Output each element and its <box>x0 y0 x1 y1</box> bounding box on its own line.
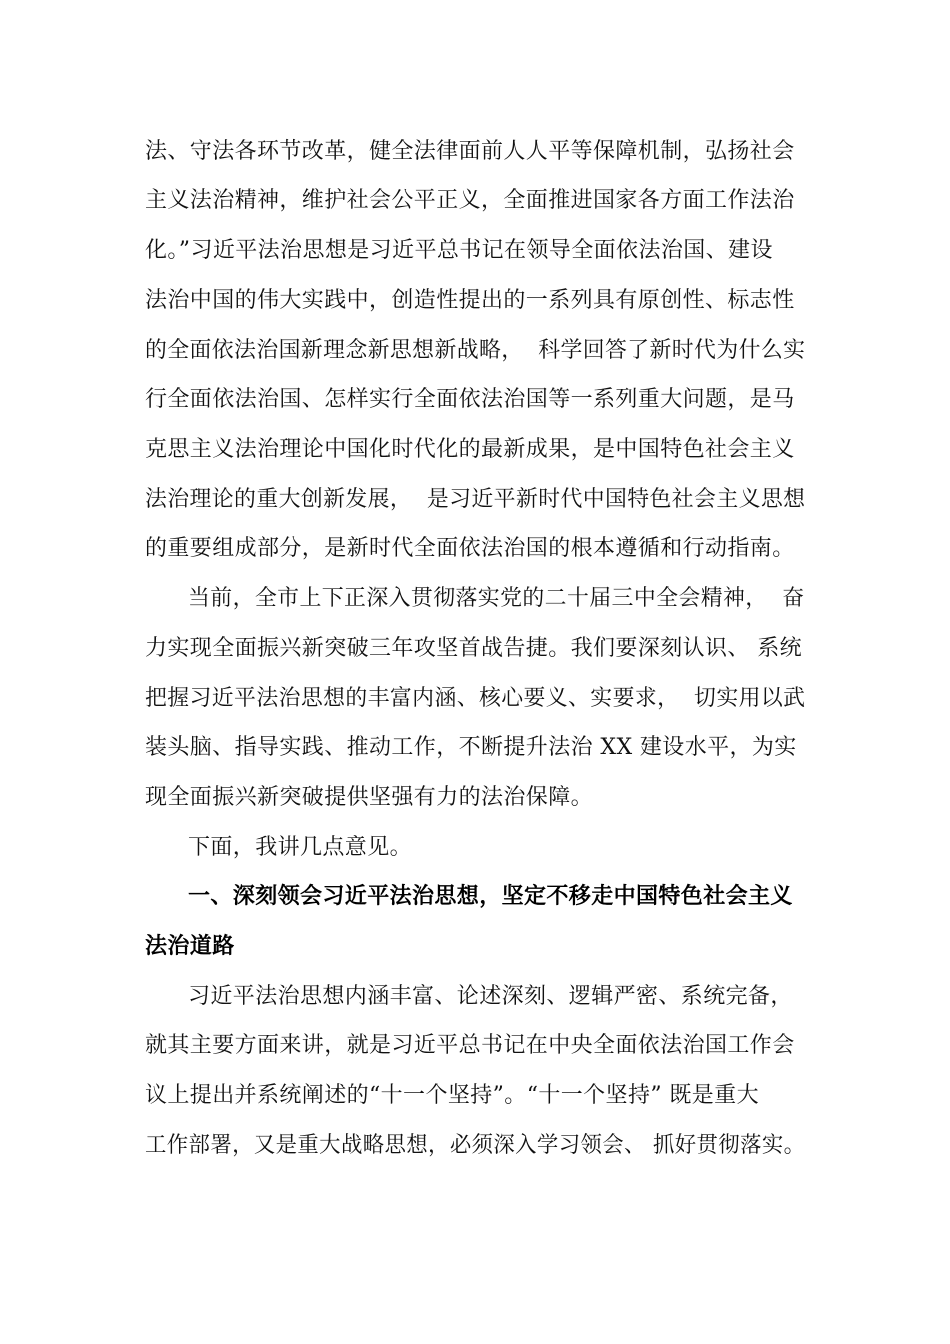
body-text-line: 行全面依法治国、怎样实行全面依法治国等一系列重大问题，是马 <box>145 387 795 412</box>
paragraph-first-line: 习近平法治思想内涵丰富、论述深刻、逻辑严密、系统完备， <box>188 984 793 1009</box>
body-text-line: 主义法治精神，维护社会公平正义，全面推进国家各方面工作法治 <box>145 188 795 213</box>
body-text-line: 法治理论的重大创新发展， 是习近平新时代中国特色社会主义思想 <box>145 487 806 512</box>
body-text-line: 议上提出并系统阐述的“十一个坚持”。“十一个坚持” 既是重大 <box>145 1083 759 1108</box>
section-heading-continuation: 法治道路 <box>145 934 235 959</box>
body-text-line: 装头脑、指导实践、推动工作，不断提升法治 XX 建设水平，为实 <box>145 735 797 760</box>
body-text-line: 法治中国的伟大实践中，创造性提出的一系列具有原创性、标志性 <box>145 288 795 313</box>
paragraph-first-line: 当前，全市上下正深入贯彻落实党的二十届三中全会精神， 奋 <box>188 586 805 611</box>
body-text-line: 就其主要方面来讲，就是习近平总书记在中央全面依法治国工作会 <box>145 1033 795 1058</box>
body-text-line: 化。”习近平法治思想是习近平总书记在领导全面依法治国、建设 <box>145 238 773 263</box>
section-heading: 一、深刻领会习近平法治思想，坚定不移走中国特色社会主义 <box>188 884 793 909</box>
paragraph-first-line: 下面，我讲几点意见。 <box>188 835 413 860</box>
body-text-line: 工作部署，又是重大战略思想，必须深入学习领会、 抓好贯彻落实。 <box>145 1133 806 1158</box>
body-text-line: 力实现全面振兴新突破三年攻坚首战告捷。我们要深刻认识、 系统 <box>145 636 802 661</box>
body-text-line: 的重要组成部分，是新时代全面依法治国的根本遵循和行动指南。 <box>145 536 795 561</box>
body-text-line: 的全面依法治国新理念新思想新战略， 科学回答了新时代为什么实 <box>145 338 806 363</box>
body-text-line: 克思主义法治理论中国化时代化的最新成果，是中国特色社会主义 <box>145 437 795 462</box>
body-text-line: 把握习近平法治思想的丰富内涵、核心要义、实要求， 切实用以武 <box>145 686 806 711</box>
body-text-line: 法、守法各环节改革，健全法律面前人人平等保障机制，弘扬社会 <box>145 139 795 164</box>
body-text-line: 现全面振兴新突破提供坚强有力的法治保障。 <box>145 785 594 810</box>
